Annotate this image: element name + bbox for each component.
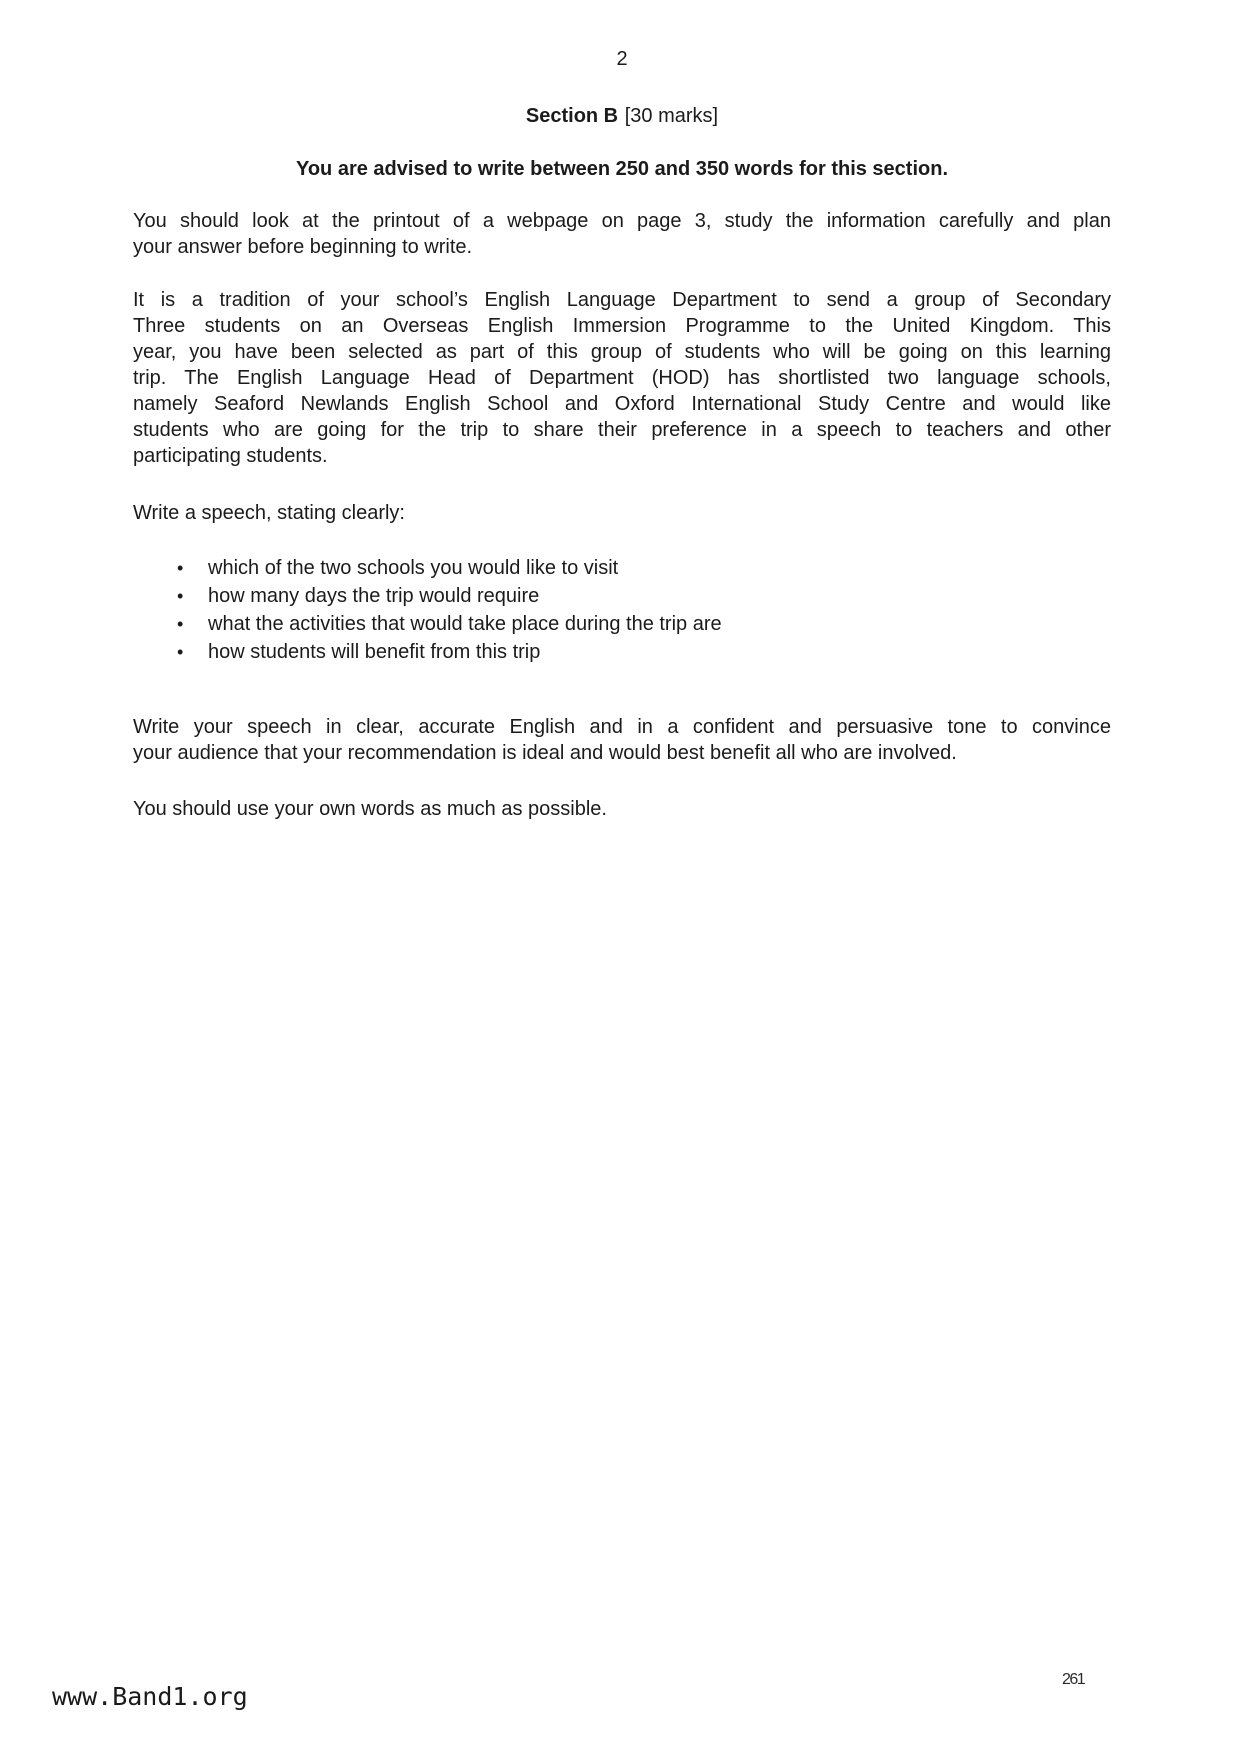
footer-website: www.Band1.org — [52, 1682, 248, 1711]
advisory-line: You are advised to write between 250 and 350 words for this section. — [295, 158, 949, 180]
intro-paragraph — [133, 208, 1111, 260]
section-title: Section B — [525, 105, 619, 127]
context-line: participating students. — [133, 445, 328, 467]
page-number-bottom: 261 — [1062, 1671, 1085, 1688]
bullet-list — [133, 554, 1111, 666]
bullet-item — [133, 582, 1111, 610]
own-words-line: You should use your own words as much as possible. — [133, 798, 607, 820]
context-line: students who are going for the trip to share their preference in a speech to teachers and other — [133, 419, 1111, 441]
context-line: trip. The English Language Head of Department (HOD) has shortlisted two language schools, — [133, 367, 1111, 389]
bullet-item — [133, 554, 1111, 582]
bullet-icon: • — [177, 558, 184, 578]
context-line: year, you have been selected as part of this group of students who will be going on this learning — [133, 341, 1111, 363]
intro-line: your answer before beginning to write. — [133, 236, 473, 258]
bullet-icon: • — [177, 642, 184, 662]
context-line: namely Seaford Newlands English School and Oxford International Study Centre and would like — [133, 393, 1111, 415]
page-number-top: 2 — [616, 48, 628, 70]
bullet-text: how many days the trip would require — [208, 585, 540, 607]
intro-line: You should look at the printout of a webpage on page 3, study the information carefully and plan — [133, 210, 1111, 232]
section-heading — [133, 103, 1111, 129]
bullet-icon: • — [177, 586, 184, 606]
bullet-item — [133, 638, 1111, 666]
bullet-text: which of the two schools you would like to visit — [208, 557, 619, 579]
closing-line: Write your speech in clear, accurate English and in a confident and persuasive tone to convince — [133, 716, 1111, 738]
bullet-item — [133, 610, 1111, 638]
bullet-text: what the activities that would take place during the trip are — [208, 613, 722, 635]
bullet-icon: • — [177, 614, 184, 634]
context-paragraph — [133, 287, 1111, 469]
context-line: It is a tradition of your school’s English Language Department to send a group of Secondary — [133, 289, 1111, 311]
task-intro: Write a speech, stating clearly: — [133, 502, 405, 524]
context-line: Three students on an Overseas English Immersion Programme to the United Kingdom. This — [133, 315, 1111, 337]
section-marks: [30 marks] — [624, 105, 719, 127]
closing-paragraph — [133, 714, 1111, 766]
closing-line: your audience that your recommendation is ideal and would best benefit all who are involved. — [133, 742, 957, 764]
bullet-text: how students will benefit from this trip — [208, 641, 541, 663]
